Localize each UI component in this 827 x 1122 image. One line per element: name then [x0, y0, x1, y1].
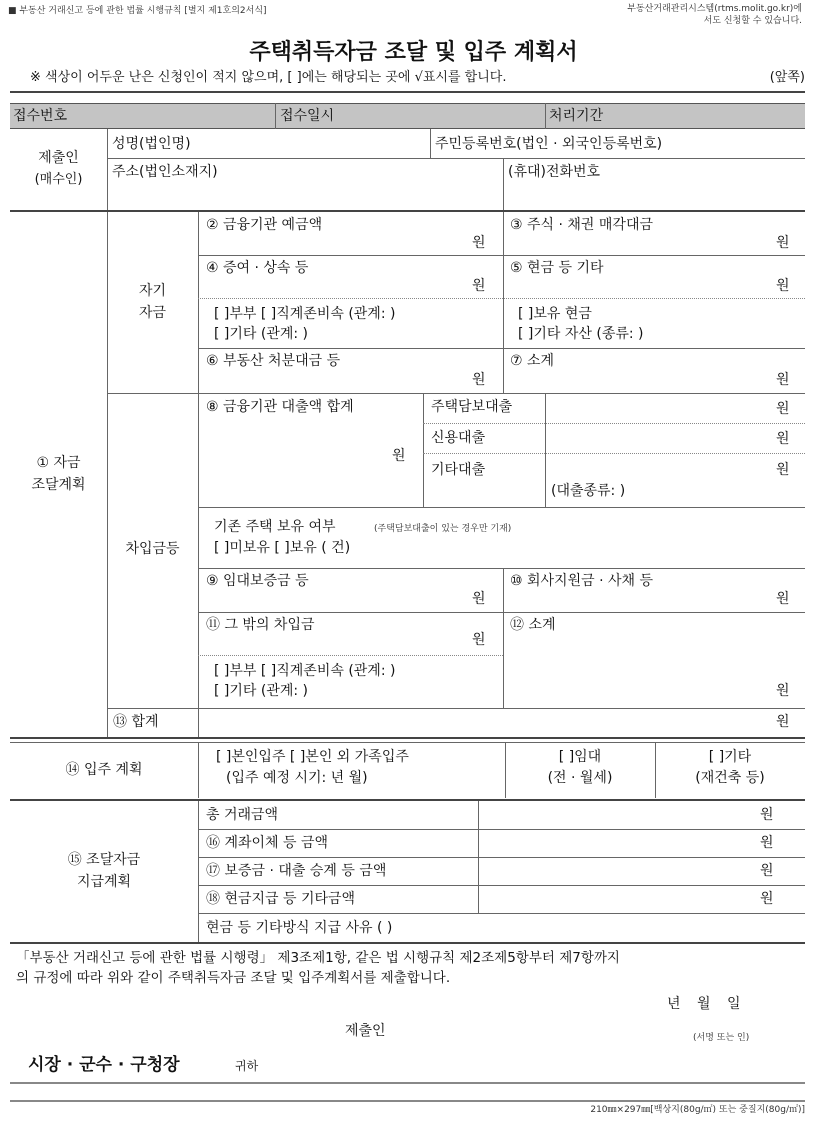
form-reference: ■ 부동산 거래신고 등에 관한 법률 시행규칙 [별지 제1호의2서식] [8, 6, 267, 16]
won-unit: 원 [776, 714, 790, 730]
won-unit: 원 [760, 807, 774, 823]
form-note: ※ 색상이 어두운 난은 신청인이 적지 않으며, [ ]에는 해당되는 곳에 √표시를 합니다. [30, 70, 507, 85]
move-in-date-field[interactable]: (입주 예정 시기: 년 월) [226, 770, 368, 786]
won-unit: 원 [392, 448, 406, 464]
won-unit: 원 [776, 372, 790, 388]
own-funds-label-2: 자금 [138, 305, 167, 321]
credit-loan-label: 신용대출 [431, 430, 486, 446]
id-number-field[interactable]: 주민등록번호(법인 · 외국인등록번호) [435, 136, 663, 152]
won-unit: 원 [776, 462, 790, 478]
online-note-2: 서도 신청할 수 있습니다. [703, 16, 802, 26]
own-subtotal-field[interactable]: ⑦ 소계 [510, 353, 555, 369]
cash-payment-label: ⑱ 현금지급 등 기타금액 [206, 891, 356, 907]
won-unit: 원 [760, 835, 774, 851]
phone-field[interactable]: (휴대)전화번호 [508, 164, 601, 180]
won-unit: 원 [472, 591, 486, 607]
lease-deposit-field[interactable]: ⑨ 임대보증금 등 [206, 573, 309, 589]
self-move-in-checkbox[interactable]: [ ]본인입주 [ ]본인 외 가족입주 [216, 749, 409, 765]
loans-total-field[interactable]: ⑧ 금융기관 대출액 합계 [206, 399, 354, 415]
buyer-label: (매수인) [34, 172, 83, 187]
won-unit: 원 [472, 632, 486, 648]
cash-held-checkbox[interactable]: [ ]보유 현금 [518, 306, 592, 322]
borrow-subtotal-field[interactable]: ⑫ 소계 [510, 617, 556, 633]
office-use-row [10, 103, 805, 129]
funding-plan-label-2: 조달계획 [31, 477, 86, 493]
other-plan-checkbox[interactable]: [ ]기타 [708, 749, 752, 765]
receipt-number-label: 접수번호 [13, 108, 68, 124]
addressee: 시장 · 군수 · 구청장 [28, 1055, 180, 1075]
funding-plan-label: ① 자금 [36, 455, 81, 471]
borrow-other-checkbox[interactable]: [ ]기타 (관계: ) [214, 683, 309, 699]
other-assets-checkbox[interactable]: [ ]기타 자산 (종류: ) [518, 326, 644, 342]
won-unit: 원 [776, 401, 790, 417]
applicant-label: 제출인 [38, 150, 79, 166]
transfer-label: ⑯ 계좌이체 등 금액 [206, 835, 329, 851]
won-unit: 원 [776, 431, 790, 447]
online-note: 부동산거래관리시스템(rtms.molit.go.kr)에 [627, 4, 802, 14]
deposit-field[interactable]: ② 금융기관 예금액 [206, 217, 323, 233]
existing-house-note: (주택담보대출이 있는 경우만 기재) [374, 524, 512, 534]
mortgage-label: 주택담보대출 [431, 399, 513, 415]
existing-house-label: 기존 주택 보유 여부 [214, 519, 336, 535]
cash-other-field[interactable]: ⑤ 현금 등 기타 [510, 260, 604, 276]
won-unit: 원 [472, 278, 486, 294]
address-field[interactable]: 주소(법인소재지) [112, 164, 218, 180]
name-field[interactable]: 성명(법인명) [112, 136, 191, 152]
assumption-label: ⑰ 보증금 · 대출 승계 등 금액 [206, 863, 387, 879]
lease-note: (전 · 월세) [547, 770, 613, 786]
total-price-label: 총 거래금액 [206, 807, 279, 823]
stocks-field[interactable]: ③ 주식 · 채권 매각대금 [510, 217, 653, 233]
payment-plan-label-2: 지급계획 [76, 874, 132, 890]
gift-relation-checkbox[interactable]: [ ]부부 [ ]직계존비속 (관계: ) [214, 306, 396, 322]
receipt-date-label: 접수일시 [280, 108, 335, 124]
borrow-relation-checkbox[interactable]: [ ]부부 [ ]직계존비속 (관계: ) [214, 663, 396, 679]
existing-house-options[interactable]: [ ]미보유 [ ]보유 ( 건) [214, 540, 351, 556]
cash-reason-field[interactable]: 현금 등 기타방식 지급 사유 ( ) [206, 920, 393, 936]
won-unit: 원 [760, 863, 774, 879]
gift-field[interactable]: ④ 증여 · 상속 등 [206, 260, 309, 276]
move-in-plan-label: ⑭ 입주 계획 [65, 762, 143, 778]
processing-period-label: 처리기간 [549, 108, 604, 124]
won-unit: 원 [472, 235, 486, 251]
declaration-line-2: 의 규정에 따라 위와 같이 주택취득자금 조달 및 입주계획서를 제출합니다. [16, 970, 451, 986]
won-unit: 원 [776, 683, 790, 699]
won-unit: 원 [776, 278, 790, 294]
declaration-line-1: 「부동산 거래신고 등에 관한 법률 시행령」 제3조제1항, 같은 법 시행규칙 제2조제5항부터 제7항까지 [16, 950, 620, 966]
form-title: 주택취득자금 조달 및 입주 계획서 [249, 40, 578, 65]
borrowings-label: 차입금등 [125, 541, 180, 557]
other-borrowing-field[interactable]: ⑪ 그 밖의 차입금 [206, 617, 315, 633]
gift-other-checkbox[interactable]: [ ]기타 (관계: ) [214, 326, 309, 342]
won-unit: 원 [776, 591, 790, 607]
won-unit: 원 [760, 891, 774, 907]
own-funds-label: 자기 [138, 283, 167, 299]
total-label: ⑬ 합계 [113, 714, 159, 730]
lease-checkbox[interactable]: [ ]임대 [558, 749, 602, 765]
other-loan-label: 기타대출 [431, 462, 486, 478]
payment-plan-label: ⑮ 조달자금 [67, 852, 141, 868]
won-unit: 원 [472, 372, 486, 388]
page-side: (앞쪽) [769, 70, 805, 85]
real-estate-field[interactable]: ⑥ 부동산 처분대금 등 [206, 353, 341, 369]
date-field[interactable]: 년 월 일 [667, 996, 741, 1012]
won-unit: 원 [776, 235, 790, 251]
honorific: 귀하 [235, 1059, 259, 1073]
submitter-label: 제출인 [345, 1023, 386, 1039]
company-support-field[interactable]: ⑩ 회사지원금 · 사채 등 [510, 573, 653, 589]
signature-field[interactable]: (서명 또는 인) [693, 1033, 750, 1043]
loan-type-field[interactable]: (대출종류: ) [551, 483, 626, 499]
other-plan-note: (재건축 등) [695, 770, 765, 786]
paper-spec: 210㎜×297㎜[백상지(80g/㎡) 또는 중질지(80g/㎡)] [590, 1105, 805, 1115]
